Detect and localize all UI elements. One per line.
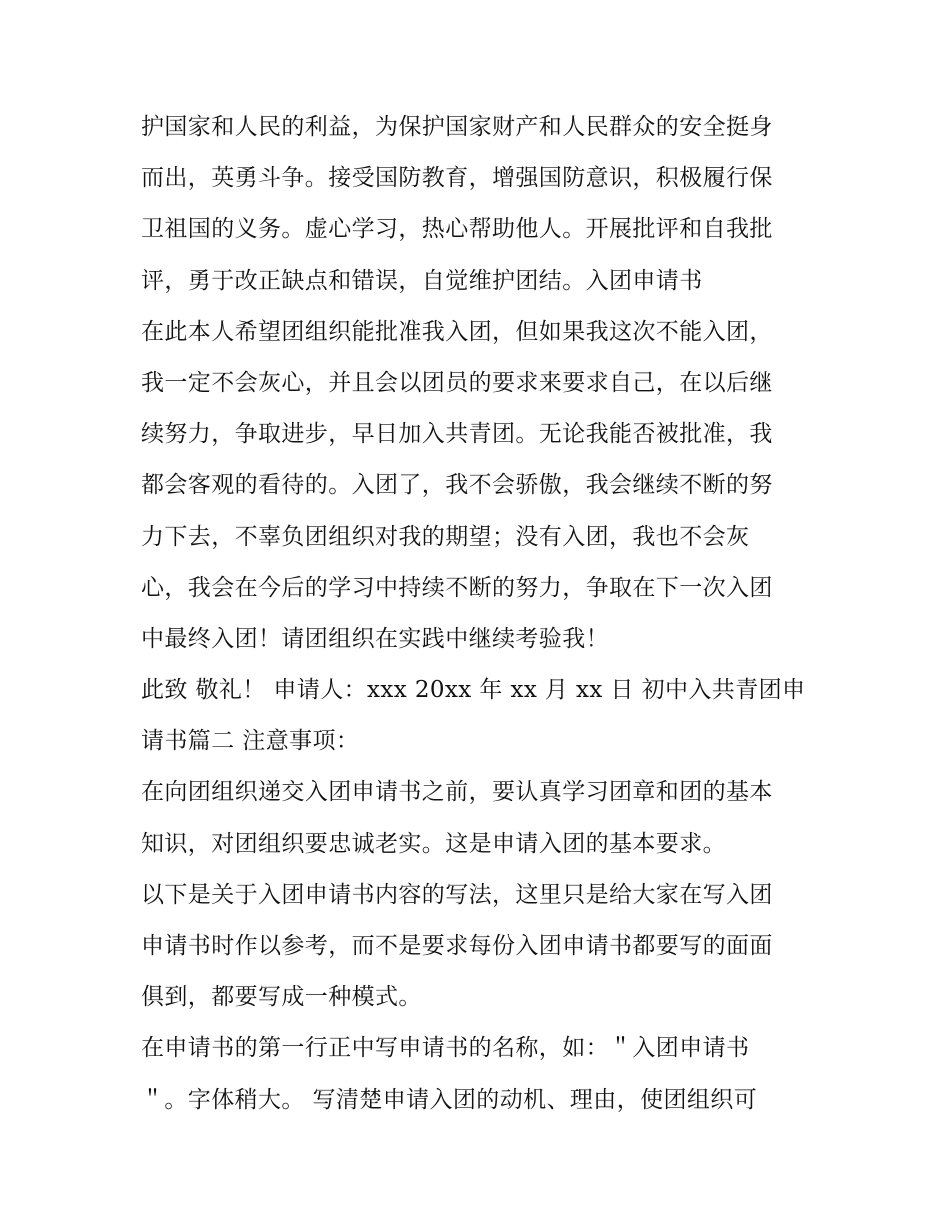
text-line: 卫祖国的义务。虚心学习，热心帮助他人。开展批评和自我批	[141, 216, 773, 243]
text-line: 续努力，争取进步，早日加入共青团。无论我能否被批准，我	[141, 421, 773, 448]
text-line: 心，我会在今后的学习中持续不断的努力，争取在下一次入团	[141, 574, 773, 601]
text-line: 我一定不会灰心，并且会以团员的要求来要求自己，在以后继	[141, 369, 773, 396]
text-line: 而出，英勇斗争。接受国防教育，增强国防意识，积极履行保	[141, 165, 773, 192]
text-line: 以下是关于入团申请书内容的写法，这里只是给大家在写入团	[141, 881, 773, 908]
document-body	[141, 102, 831, 1126]
text-line: ＂。字体稍大。 写清楚申请入团的动机、理由，使团组织可	[141, 1086, 758, 1113]
text-line: 知识，对团组织要忠诚老实。这是申请入团的基本要求。	[141, 830, 726, 857]
text-line: 在此本人希望团组织能批准我入团，但如果我这次不能入团，	[141, 318, 773, 345]
text-line: 在申请书的第一行正中写申请书的名称，如：＂入团申请书	[141, 1035, 750, 1062]
text-line: 中最终入团！请团组织在实践中继续考验我！	[141, 625, 609, 652]
text-line: 在向团组织递交入团申请书之前，要认真学习团章和团的基本	[141, 779, 773, 806]
text-line: 评，勇于改正缺点和错误，自觉维护团结。入团申请书	[141, 267, 703, 294]
text-line: 护国家和人民的利益，为保护国家财产和人民群众的安全挺身	[141, 114, 773, 140]
text-line: 俱到，都要写成一种模式。	[141, 984, 422, 1011]
text-line: 请书篇二 注意事项：	[141, 728, 360, 755]
text-line: 申请书时作以参考，而不是要求每份入团申请书都要写的面面	[141, 933, 773, 959]
text-line: 此致 敬礼！ 申请人：xxx 20xx 年 xx 月 xx 日 初中入共青团申	[141, 677, 806, 704]
text-line: 力下去，不辜负团组织对我的期望；没有入团，我也不会灰	[141, 523, 750, 550]
text-line: 都会客观的看待的。入团了，我不会骄傲，我会继续不断的努	[141, 472, 773, 499]
